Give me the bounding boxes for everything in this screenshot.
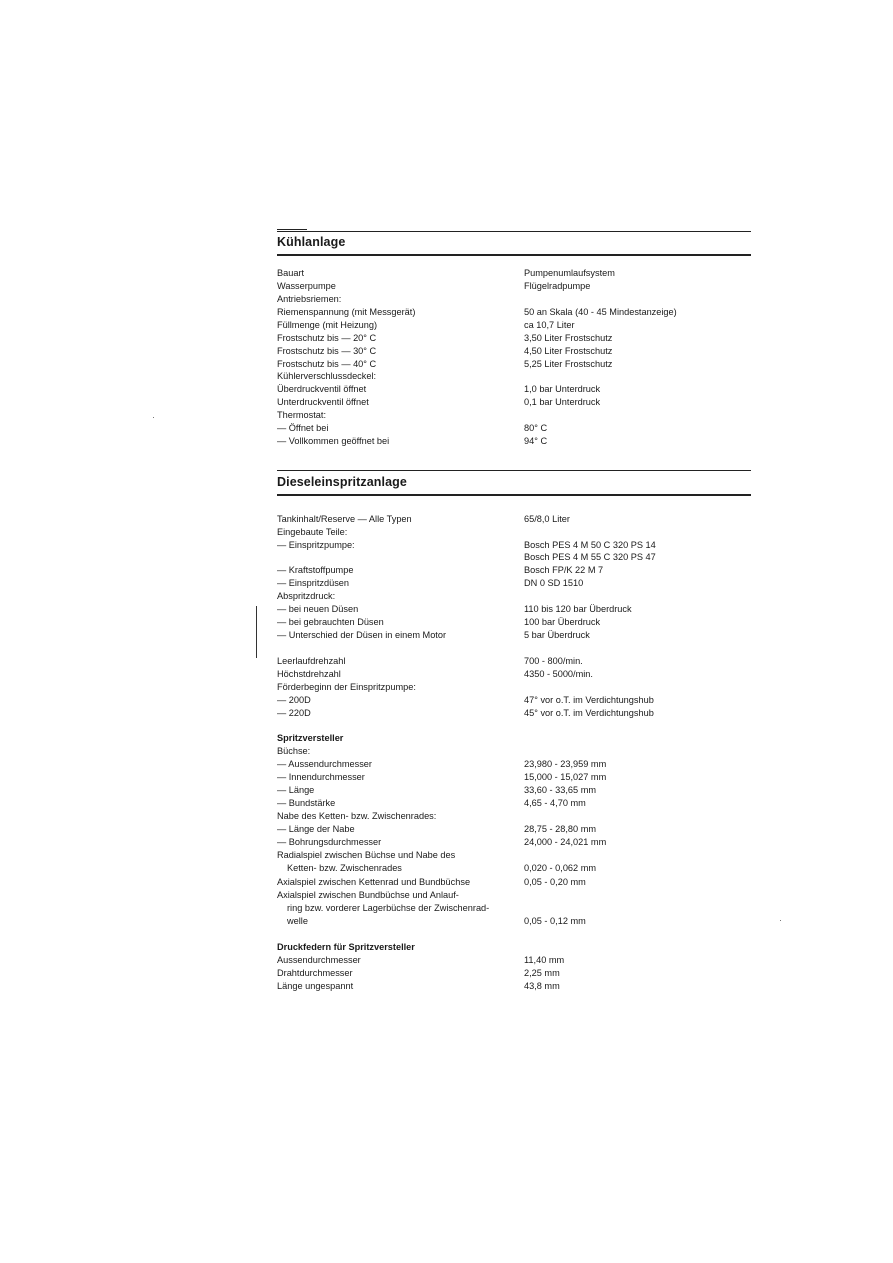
row-value: 28,75 - 28,80 mm bbox=[524, 824, 597, 834]
row-label: Frostschutz bis — 40° C bbox=[277, 359, 377, 369]
section-title-dieseleinspritzanlage: Dieseleinspritzanlage bbox=[277, 475, 407, 489]
scan-speck bbox=[153, 417, 154, 418]
row-value: 0,020 - 0,062 mm bbox=[524, 863, 597, 873]
row-value: 50 an Skala (40 - 45 Mindestanzeige) bbox=[524, 307, 677, 317]
row-value: Pumpenumlaufsystem bbox=[524, 268, 615, 278]
row-label: Nabe des Ketten- bzw. Zwischenrades: bbox=[277, 811, 437, 821]
row-label: — Länge bbox=[277, 785, 315, 795]
section-underline bbox=[277, 254, 751, 256]
row-value: 33,60 - 33,65 mm bbox=[524, 785, 597, 795]
row-label: — Bohrungsdurchmesser bbox=[277, 837, 382, 847]
row-label: Frostschutz bis — 20° C bbox=[277, 333, 377, 343]
row-label: — Kraftstoffpumpe bbox=[277, 565, 354, 575]
row-label: — Einspritzdüsen bbox=[277, 578, 350, 588]
row-value: ca 10,7 Liter bbox=[524, 320, 575, 330]
row-value: Bosch PES 4 M 50 C 320 PS 14 bbox=[524, 540, 656, 550]
row-label: Kühlerverschlussdeckel: bbox=[277, 371, 377, 381]
row-label: — Innendurchmesser bbox=[277, 772, 365, 782]
row-label: — bei gebrauchten Düsen bbox=[277, 617, 384, 627]
row-label: Höchstdrehzahl bbox=[277, 669, 341, 679]
row-label: — Einspritzpumpe: bbox=[277, 540, 355, 550]
row-value: 3,50 Liter Frostschutz bbox=[524, 333, 613, 343]
row-label: — Länge der Nabe bbox=[277, 824, 355, 834]
row-label: Förderbeginn der Einspritzpumpe: bbox=[277, 682, 416, 692]
row-label: Antriebsriemen: bbox=[277, 294, 342, 304]
scan-speck bbox=[780, 920, 781, 921]
row-value: 43,8 mm bbox=[524, 981, 560, 991]
row-label: ring bzw. vorderer Lagerbüchse der Zwischenrad- bbox=[287, 903, 490, 913]
row-value: 94° C bbox=[524, 436, 548, 446]
row-label: Aussendurchmesser bbox=[277, 955, 361, 965]
row-label: Bauart bbox=[277, 268, 305, 278]
row-label: — Aussendurchmesser bbox=[277, 759, 372, 769]
row-value: Bosch FP/K 22 M 7 bbox=[524, 565, 604, 575]
row-label: Eingebaute Teile: bbox=[277, 527, 348, 537]
row-label: Thermostat: bbox=[277, 410, 327, 420]
row-value: 100 bar Überdruck bbox=[524, 617, 601, 627]
row-label: Spritzversteller bbox=[277, 733, 344, 743]
row-value: DN 0 SD 1510 bbox=[524, 578, 584, 588]
row-label: Länge ungespannt bbox=[277, 981, 354, 991]
row-value: 47° vor o.T. im Verdichtungshub bbox=[524, 695, 654, 705]
row-label: Riemenspannung (mit Messgerät) bbox=[277, 307, 416, 317]
row-value: 45° vor o.T. im Verdichtungshub bbox=[524, 708, 654, 718]
row-label: Abspritzdruck: bbox=[277, 591, 336, 601]
row-value: Bosch PES 4 M 55 C 320 PS 47 bbox=[524, 552, 656, 562]
row-label: Ketten- bzw. Zwischenrades bbox=[287, 863, 402, 873]
row-value: 65/8,0 Liter bbox=[524, 514, 570, 524]
row-label: welle bbox=[287, 916, 308, 926]
row-value: 110 bis 120 bar Überdruck bbox=[524, 604, 632, 614]
row-label: — Bundstärke bbox=[277, 798, 336, 808]
row-label: Axialspiel zwischen Kettenrad und Bundbüchse bbox=[277, 877, 471, 887]
row-value: 5 bar Überdruck bbox=[524, 630, 590, 640]
row-value: 700 - 800/min. bbox=[524, 656, 583, 666]
row-label: — Öffnet bei bbox=[277, 423, 329, 433]
row-value: 1,0 bar Unterdruck bbox=[524, 384, 601, 394]
row-value: 5,25 Liter Frostschutz bbox=[524, 359, 613, 369]
row-label: — 220D bbox=[277, 708, 311, 718]
row-label: Axialspiel zwischen Bundbüchse und Anlauf- bbox=[277, 890, 459, 900]
top-short-rule bbox=[277, 229, 307, 230]
row-value: 4,65 - 4,70 mm bbox=[524, 798, 586, 808]
section-underline bbox=[277, 494, 751, 496]
row-label: Tankinhalt/Reserve — Alle Typen bbox=[277, 514, 412, 524]
row-label: Leerlaufdrehzahl bbox=[277, 656, 346, 666]
row-value: 4350 - 5000/min. bbox=[524, 669, 593, 679]
row-value: 4,50 Liter Frostschutz bbox=[524, 346, 613, 356]
section-top-rule bbox=[277, 231, 751, 232]
row-label: Druckfedern für Spritzversteller bbox=[277, 942, 415, 952]
margin-change-bar bbox=[256, 606, 257, 658]
row-label: — bei neuen Düsen bbox=[277, 604, 359, 614]
row-label: Drahtdurchmesser bbox=[277, 968, 353, 978]
row-value: 23,980 - 23,959 mm bbox=[524, 759, 607, 769]
section-title-kuehlanlage: Kühlanlage bbox=[277, 235, 346, 249]
row-label: — Unterschied der Düsen in einem Motor bbox=[277, 630, 447, 640]
row-value: Flügelradpumpe bbox=[524, 281, 591, 291]
row-value: 2,25 mm bbox=[524, 968, 560, 978]
row-value: 80° C bbox=[524, 423, 548, 433]
row-label: Füllmenge (mit Heizung) bbox=[277, 320, 378, 330]
row-value: 15,000 - 15,027 mm bbox=[524, 772, 607, 782]
row-label: — Vollkommen geöffnet bei bbox=[277, 436, 390, 446]
section-top-rule bbox=[277, 470, 751, 471]
row-label: Radialspiel zwischen Büchse und Nabe des bbox=[277, 850, 456, 860]
row-value: 0,1 bar Unterdruck bbox=[524, 397, 601, 407]
row-value: 0,05 - 0,20 mm bbox=[524, 877, 586, 887]
row-value: 24,000 - 24,021 mm bbox=[524, 837, 607, 847]
row-label: Wasserpumpe bbox=[277, 281, 336, 291]
row-label: Unterdruckventil öffnet bbox=[277, 397, 369, 407]
row-label: Überdruckventil öffnet bbox=[277, 384, 367, 394]
row-label: Frostschutz bis — 30° C bbox=[277, 346, 377, 356]
row-label: — 200D bbox=[277, 695, 311, 705]
row-value: 0,05 - 0,12 mm bbox=[524, 916, 586, 926]
row-label: Büchse: bbox=[277, 746, 311, 756]
row-value: 11,40 mm bbox=[524, 955, 565, 965]
